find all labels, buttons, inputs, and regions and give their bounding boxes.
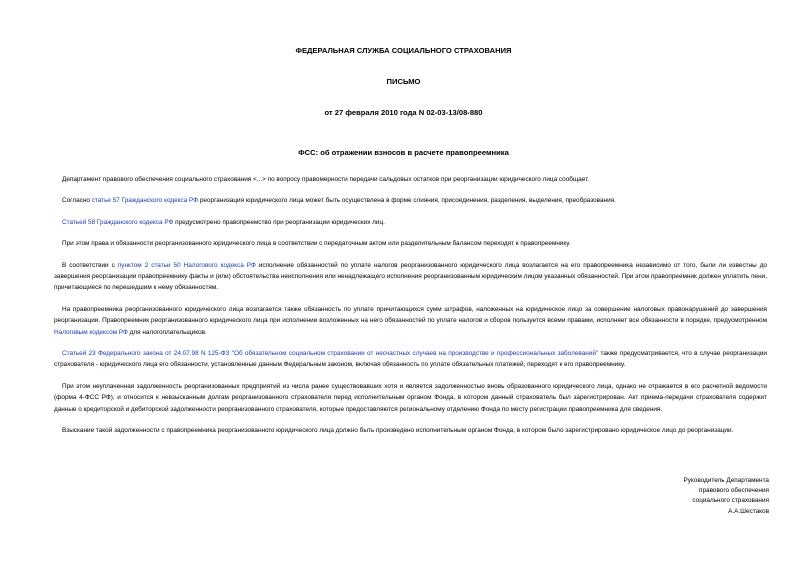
signature-name: А.А.Шестаков (728, 507, 769, 515)
signature-block (683, 476, 769, 517)
p5-post: исполнение обязанностей по уплате налогов реорганизованного юридического лица возлагается на его правопреемника независимо от того, были ли известны до завершения реорганизации правопреемнику факты и (или) обстоятельства неисполнения или ненадлежащего исполнения реорганизованным юридическим лицом указанных обязанностей. При этом правопреемник должен уплатить пени, причитающиеся по перешедшим к нему обязанностям. (54, 261, 767, 292)
subject-title: ФСС: об отражении взносов в расчете правопреемника (298, 148, 509, 157)
paragraph-9: Взыскание такой задолженности с правопреемника реорганизованного юридического лица должно быть произведено исполнительным органом Фонда, в котором было зарегистрировано юридическое лицо до реорганизации. (62, 427, 734, 435)
p6-pre: На правопреемника реорганизованного юридического лица возлагается также обязанность по уплате причитающихся сумм штрафов, наложенных на юридическое лицо за совершение налоговых правонарушений до завершения реорганизации. Правопреемник реорганизованного юридического лица при исполнении возложенных на него обязанностей по уплате налогов и сборов пользуется всеми правами, исполняет все обязанности в порядке, предусмотренном (54, 305, 767, 325)
link-civil-code-art58[interactable]: Статьей 58 Гражданского кодекса РФ (62, 218, 174, 226)
paragraph-2 (54, 195, 767, 206)
signature-line-2: правового обеспечения (699, 487, 769, 495)
paragraph-1: Департамент правового обеспечения социального страхования <...> по вопросу правомерности передачи сальдовых остатков при реорганизации юридического лица сообщает. (62, 176, 590, 183)
link-federal-law-125[interactable]: Статьей 23 Федерального закона от 24.07.98 N 125-ФЗ "Об обязательном социальном страховании от несчастных случаев на производстве и профессиональных заболеваний" (62, 350, 599, 358)
p7-post: также предусматривается, что в случае реорганизации страхователя - юридического лица его обязанности, установленные данным Федеральным законом, включая обязанность по уплате обязательных платежей, переходят к его правопреемнику. (54, 350, 767, 369)
p2-post: реорганизация юридического лица может быть осуществлена в форме слияния, присоединения, разделения, выделения, преобразования. (198, 197, 616, 205)
link-tax-code[interactable]: Налоговым кодексом РФ (54, 328, 128, 336)
paragraph-6 (54, 304, 767, 338)
paragraph-8: При этом неуплаченная задолженность реорганизованных предприятий из числа ранее существовавших хотя и является задолженностью вновь образованного юридического лица, однако не отражается в его расчетной ведомости (форма 4-ФСС РФ), и относится к невзысканным долгам реорганизованного страхователя перед исполнительным органом Фонда, в котором данный страхователь был зарегистрирован. Акт приема-передачи страхователя содержит данные о кредиторской и дебиторской задолженности реорганизованного страхователя, которые предоставляются региональному отделению Фонда по месту регистрации правопреемника для сведения. (54, 382, 767, 413)
p5-pre: В соответствии с (62, 261, 118, 269)
link-civil-code-art57[interactable]: статье 57 Гражданского кодекса РФ (91, 197, 199, 205)
signature-line-3: социального страхования (692, 497, 769, 505)
paragraph-5 (54, 260, 767, 294)
letter-body (54, 174, 767, 447)
p6-post: для налогоплательщиков. (127, 328, 207, 336)
signature-line-1: Руководитель Департамента (683, 477, 769, 484)
paragraph-4: При этом права и обязанности реорганизованного юридического лица в соответствии с передаточным актом или разделительным балансом переходят к правопреемнику. (62, 240, 571, 248)
agency-title: ФЕДЕРАЛЬНАЯ СЛУЖБА СОЦИАЛЬНОГО СТРАХОВАНИЯ (295, 46, 512, 55)
date-number: от 27 февраля 2010 года N 02-03-13/08-880 (324, 108, 483, 117)
paragraph-7 (54, 348, 767, 371)
p2-pre: Согласно (62, 197, 92, 205)
link-tax-code-art50[interactable]: пунктом 2 статьи 50 Налогового кодекса РФ (117, 261, 256, 269)
doc-type: ПИСЬМО (386, 77, 421, 86)
p3-post: предусмотрено правопреемство при реорганизации юридических лиц. (173, 218, 385, 226)
paragraph-3 (54, 217, 767, 228)
